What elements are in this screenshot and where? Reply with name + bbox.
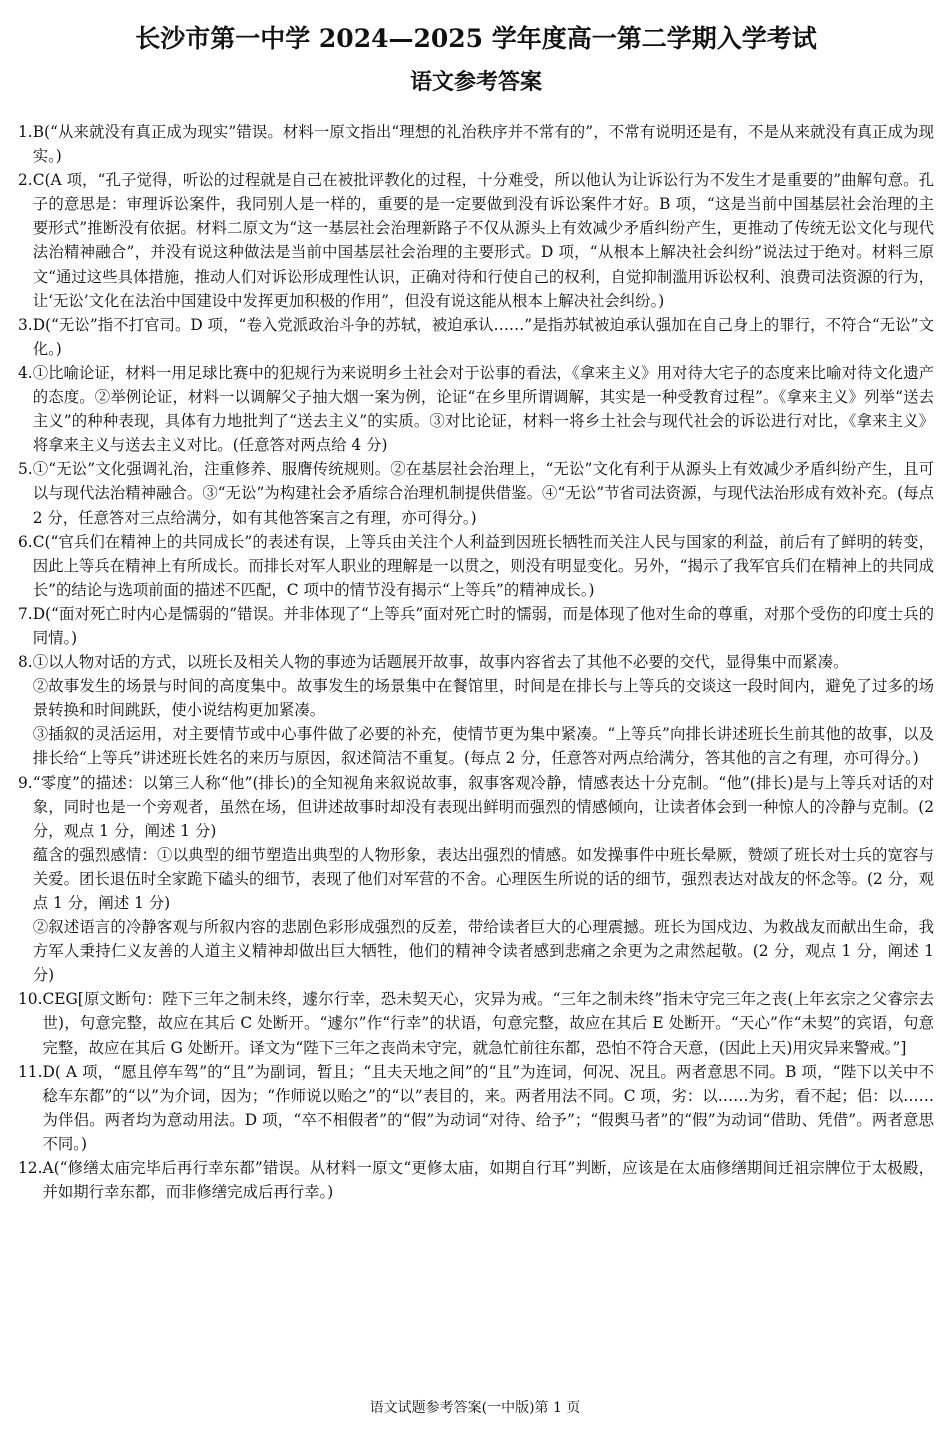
answer-paragraph: CEG[原文断句：陛下三年之制未终，遽尔行幸，恐未契天心，灾异为戒。“三年之制未终”指未守完三年之丧(上年玄宗之父睿宗去世)，句意完整，故应在其后 C 处断开。“遽尔”作“行幸”的状语，句意完整，故应在其后 E 处断开。“天心”作“未契”的宾语，句意完整，故应在其后 G 处断开。译文为“陛下三年之丧尚未守完，就急忙前往东都，恐怕不符合天意，(因此上天)用灾异来警戒。”] xyxy=(42,990,934,1057)
answer-number: 7. xyxy=(18,604,33,623)
answer-body xyxy=(33,771,934,988)
answer-paragraph: ①比喻论证，材料一用足球比赛中的犯规行为来说明乡土社会对于讼事的看法，《拿来主义》用对待大宅子的态度来比喻对待文化遗产的态度。②举例论证，材料一以调解父子抽大烟一案为例，论证“在乡里所谓调解，其实是一种受教育过程”。《拿来主义》列举“送去主义”的种种表现，具体有力地批判了“送去主义”的实质。③对比论证，材料一将乡土社会与现代社会的诉讼进行对比，《拿来主义》将拿来主义与送去主义对比。(任意答对两点给 4 分) xyxy=(32,363,934,455)
exam-title: 长沙市第一中学 2024—2025 学年度高一第二学期入学考试 xyxy=(135,24,817,53)
answer-number: 3. xyxy=(18,315,33,334)
answer-body xyxy=(33,602,934,650)
answer-item xyxy=(18,1060,934,1156)
answer-item xyxy=(18,120,934,168)
answer-number: 5. xyxy=(18,460,33,479)
answer-item xyxy=(18,361,934,457)
answer-number: 2. xyxy=(18,171,33,190)
answer-item xyxy=(18,650,934,770)
answer-body xyxy=(42,987,934,1059)
answer-item xyxy=(18,313,934,361)
answer-body xyxy=(33,168,934,313)
answer-paragraph: ③插叙的灵活运用，对主要情节或中心事件做了必要的补充，使情节更为集中紧凑。“上等兵”向排长讲述班长生前其他的故事，以及排长给“上等兵”讲述班长姓名的来历与原因，叙述简洁不重复。(每点 2 分，任意答对两点给满分，答其他的言之有理，亦可得分。) xyxy=(32,725,934,768)
answer-body xyxy=(33,457,934,529)
answer-body xyxy=(33,313,934,361)
answer-paragraph: D( A 项，“愿且停车驾”的“且”为副词，暂且；“且夫天地之间”的“且”为连词，何况、况且。两者意思不同。B 项，“陛下以关中不稔车东都”的“以”为介词，因为；“作师说以贻之”的“以”表目的，来。两者用法不同。C 项，劣：以……为劣，看不起；侣：以……为伴侣。两者均为意动用法。D 项，“卒不相假者”的“假”为动词“对待、给予”；“假舆马者”的“假”为动词“借助、凭借”。两者意思不同。) xyxy=(42,1062,934,1153)
answer-item xyxy=(18,530,934,602)
answer-body xyxy=(33,650,934,770)
answer-number: 11. xyxy=(18,1062,43,1081)
answer-paragraph: D(“面对死亡时内心是懦弱的”错误。并非体现了“上等兵”面对死亡时的懦弱，而是体现了他对生命的尊重，对那个受伤的印度士兵的同情。) xyxy=(32,604,934,647)
answer-paragraph: A(“修缮太庙完毕后再行幸东都”错误。从材料一原文“更修太庙，如期自行耳”判断，应该是在太庙修缮期间迁祖宗牌位于太极殿，并如期行幸东都，而非修缮完成后再行幸。) xyxy=(42,1159,934,1202)
answer-item xyxy=(18,771,934,988)
answer-item xyxy=(18,457,934,529)
answer-body xyxy=(33,530,934,602)
answer-number: 6. xyxy=(18,532,33,551)
answer-key-heading: 语文参考答案 xyxy=(409,70,542,95)
answer-number: 9. xyxy=(18,773,33,792)
answer-number: 1. xyxy=(18,123,33,141)
answer-body xyxy=(42,1060,934,1156)
answer-number: 4. xyxy=(18,363,33,382)
answer-body xyxy=(42,1156,934,1204)
answer-body xyxy=(33,120,934,168)
answer-paragraph: ①以人物对话的方式，以班长及相关人物的事迹为话题展开故事，故事内容省去了其他不必要的交代，显得集中而紧凑。 xyxy=(32,653,849,672)
answer-paragraph: C(A 项，“孔子觉得，听讼的过程就是自己在被批评教化的过程，十分难受，所以他认为让诉讼行为不发生才是重要的”曲解句意。孔子的意思是：审理诉讼案件，我同别人是一样的，重要的是一定要做到没有诉讼案件才好。B 项，“这是当前中国基层社会治理的主要形式”推断没有依据。材料二原文为“这一基层社会治理新路子不仅从源头上有效减少矛盾纠纷产生，更推动了传统无讼文化与现代法治精神融合”，并没有说这种做法是当前中国基层社会治理的主要形式。D 项，“从根本上解决社会纠纷”说法过于绝对。材料三原文“通过这些具体措施，推动人们对诉讼形成理性认识，正确对待和行使自己的权利，自觉抑制滥用诉讼权利、浪费司法资源的行为，让‘无讼’文化在法治中国建设中发挥更加积极的作用”，但没有说这能从根本上解决社会纠纷。) xyxy=(32,171,934,310)
answer-list xyxy=(18,120,934,1204)
answer-item xyxy=(18,168,934,313)
answer-paragraph: ②故事发生的场景与时间的高度集中。故事发生的场景集中在餐馆里，时间是在排长与上等兵的交谈这一段时间内，避免了过多的场景转换和时间跳跃，使小说结构更加紧凑。 xyxy=(32,677,934,720)
answer-number: 12. xyxy=(18,1159,43,1178)
answer-paragraph: ②叙述语言的冷静客观与所叙内容的悲剧色彩形成强烈的反差，带给读者巨大的心理震撼。班长为国戍边、为救战友而献出生命，我方军人秉持仁义友善的人道主义精神却做出巨大牺牲，他们的精神令读者感到悲痛之余更为之肃然起敬。(2 分，观点 1 分，阐述 1 分) xyxy=(32,918,934,985)
answer-item xyxy=(18,987,934,1059)
answer-paragraph: D(“无讼”指不打官司。D 项，“卷入党派政治斗争的苏轼，被迫承认……”是指苏轼被迫承认强加在自己身上的罪行，不符合“无讼”文化。) xyxy=(32,315,934,358)
answer-number: 8. xyxy=(18,653,33,672)
answer-number: 10. xyxy=(18,990,43,1009)
answer-body xyxy=(33,361,934,457)
answer-paragraph: ①“无讼”文化强调礼治，注重修养、服膺传统规则。②在基层社会治理上，“无讼”文化有利于从源头上有效减少矛盾纠纷产生，且可以与现代法治精神融合。③“无讼”为构建社会矛盾综合治理机制提供借鉴。④“无讼”节省司法资源，与现代法治形成有效补充。(每点 2 分，任意答对三点给满分，如有其他答案言之有理，亦可得分。) xyxy=(32,460,934,527)
answer-paragraph: C(“官兵们在精神上的共同成长”的表述有误，上等兵由关注个人利益到因班长牺牲而关注人民与国家的利益，前后有了鲜明的转变，因此上等兵在精神上有所成长。而排长对军人职业的理解是一以贯之，则没有明显变化。另外，“揭示了我军官兵们在精神上的共同成长”的结论与选项前面的描述不匹配，C 项中的情节没有揭示“上等兵”的精神成长。) xyxy=(32,532,934,599)
answer-paragraph: 蕴含的强烈感情：①以典型的细节塑造出典型的人物形象，表达出强烈的情感。如发操事件中班长晕厥，赞颂了班长对士兵的宽容与关爱。团长退伍时全家跪下磕头的细节，表现了他们对军营的不舍。心理医生所说的话的细节，强烈表达对战友的怀念等。(2 分，观点 1 分，阐述 1 分) xyxy=(32,845,934,912)
answer-item xyxy=(18,602,934,650)
answer-item xyxy=(18,1156,934,1204)
page-footer: 语文试题参考答案(一中版)第 1 页 xyxy=(369,1400,581,1416)
answer-paragraph: “零度”的描述：以第三人称“他”(排长)的全知视角来叙说故事，叙事客观冷静，情感表达十分克制。“他”(排长)是与上等兵对话的对象，同时也是一个旁观者，虽然在场，但讲述故事时却没有表现出鲜明而强烈的情感倾向，让读者体会到一种惊人的冷静与克制。(2 分，观点 1 分，阐述 1 分) xyxy=(32,773,934,840)
answer-paragraph: B(“从来就没有真正成为现实”错误。材料一原文指出“理想的礼治秩序并不常有的”，不常有说明还是有，不是从来就没有真正成为现实。) xyxy=(32,123,934,166)
